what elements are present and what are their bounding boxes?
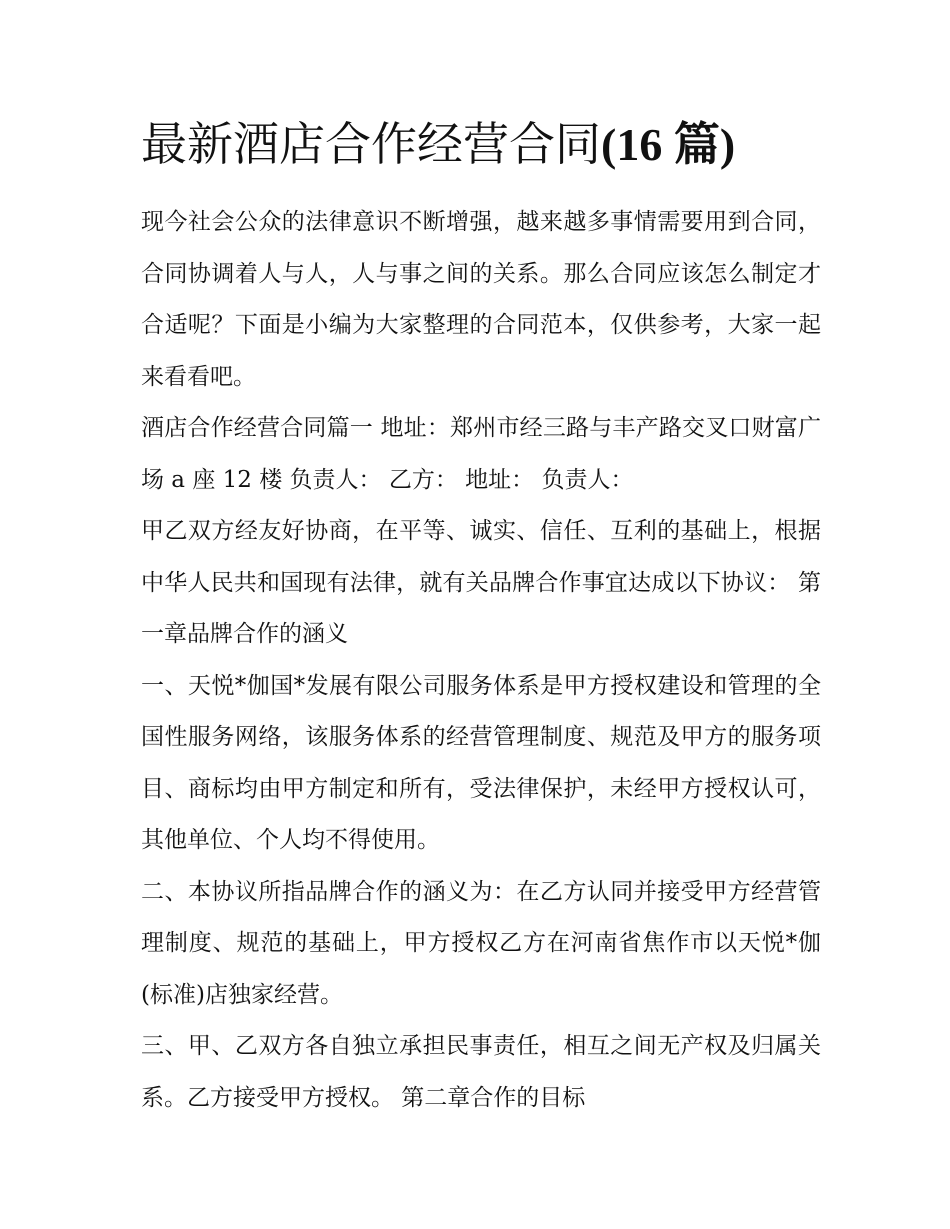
title-main: 最新酒店合作经营合同 [141, 117, 601, 171]
title-suffix: (16 篇) [601, 119, 736, 170]
intro-paragraph: 现今社会公众的法律意识不断增强，越来越多事情需要用到合同，合同协调着人与人，人与事之间的关系。那么合同应该怎么制定才合适呢？下面是小编为大家整理的合同范本，仅供参考，大家一起来看看吧。 [141, 209, 821, 390]
clause-three-paragraph: 三、甲、乙双方各自独立承担民事责任，相互之间无产权及归属关系。乙方接受甲方授权。 第二章合作的目标 [141, 1033, 821, 1111]
document-title [141, 108, 821, 181]
contract-header-paragraph: 酒店合作经营合同篇一 地址：郑州市经三路与丰产路交叉口财富广场 a 座 12 楼 负责人： 乙方： 地址： 负责人： [141, 415, 821, 493]
agreement-paragraph: 甲乙双方经友好协商，在平等、诚实、信任、互利的基础上，根据中华人民共和国现有法律，就有关品牌合作事宜达成以下协议： 第一章品牌合作的涵义 [141, 518, 821, 647]
clause-one-paragraph: 一、天悦*伽国*发展有限公司服务体系是甲方授权建设和管理的全国性服务网络，该服务体系的经营管理制度、规范及甲方的服务项目、商标均由甲方制定和所有，受法律保护，未经甲方授权认可，其他单位、个人均不得使用。 [141, 672, 821, 853]
clause-two-paragraph: 二、本协议所指品牌合作的涵义为：在乙方认同并接受甲方经营管理制度、规范的基础上，甲方授权乙方在河南省焦作市以天悦*伽(标准)店独家经营。 [141, 878, 821, 1008]
document-page [141, 108, 821, 1124]
